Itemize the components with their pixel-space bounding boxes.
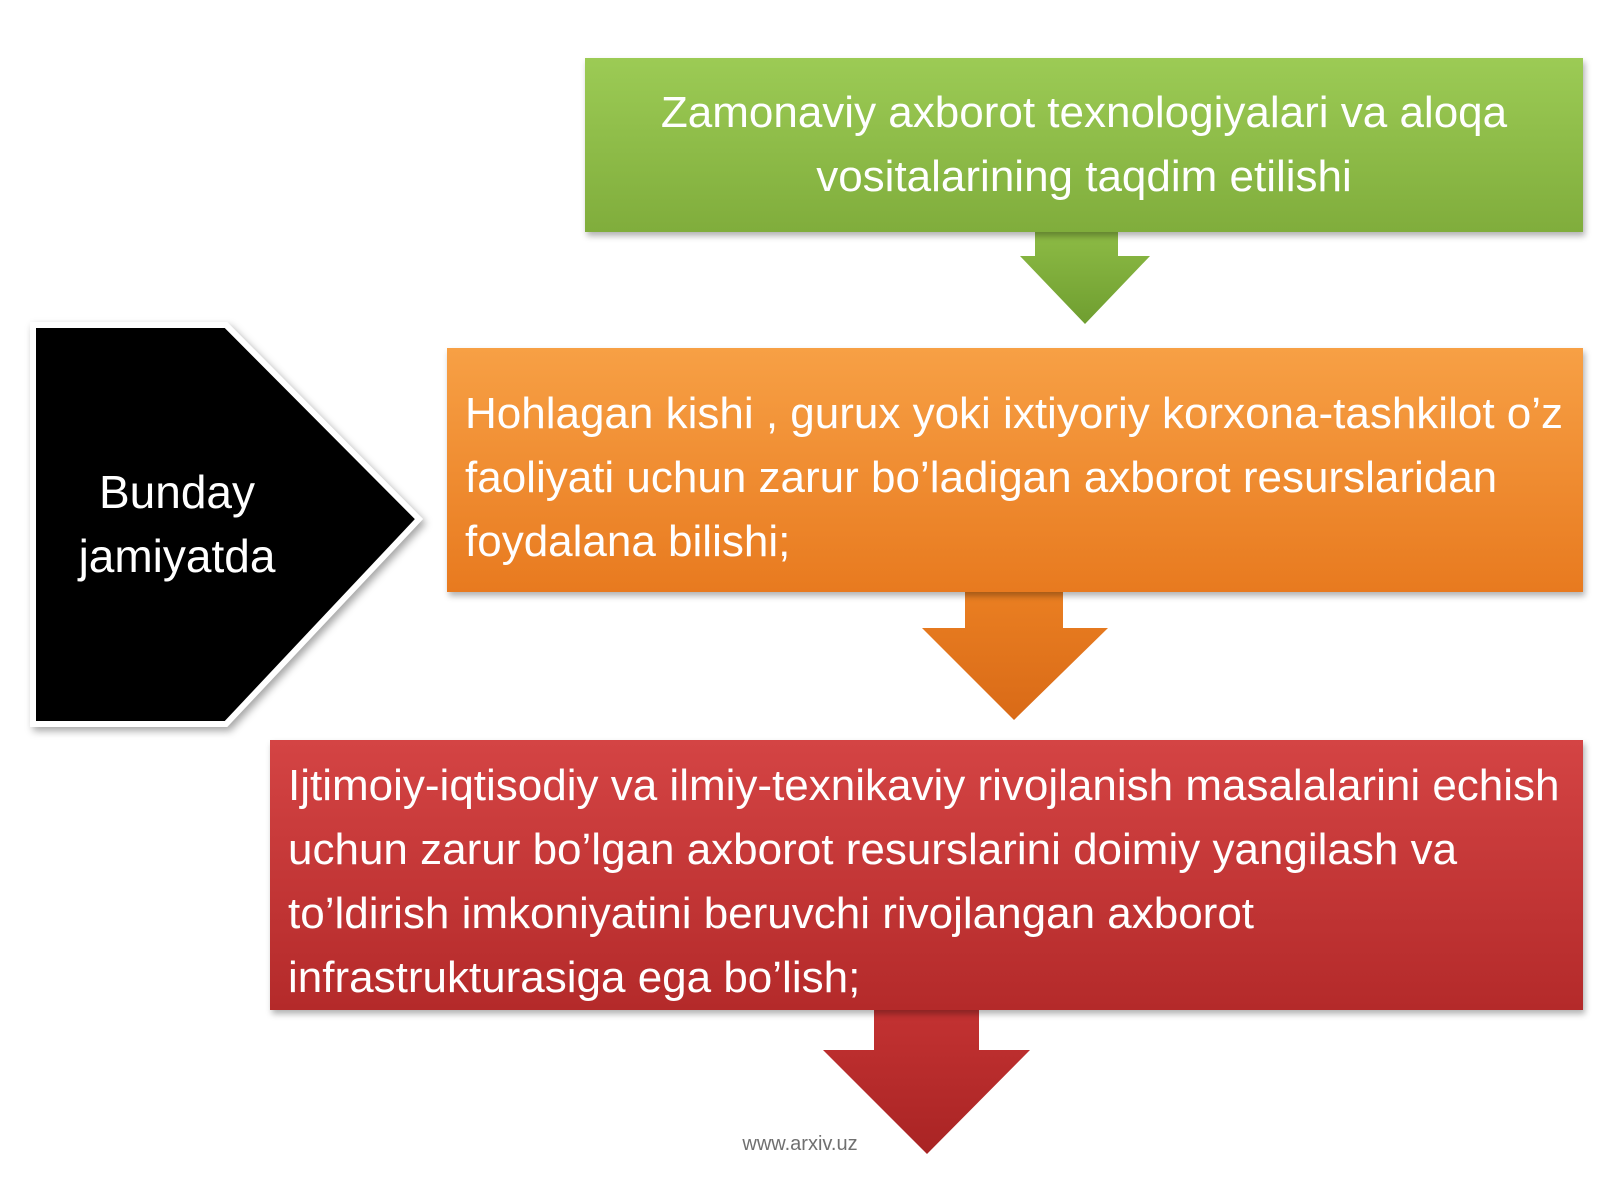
watermark: www.arxiv.uz (742, 1133, 858, 1155)
arrow-down-green (1020, 232, 1150, 324)
step-box-1 (585, 58, 1583, 232)
step-box-2 (447, 348, 1583, 592)
step-text-1: Zamonaviy axborot texnologiyalari va aloqa vositalarining taqdim etilishi (660, 88, 1508, 201)
step-text-2: Hohlagan kishi , gurux yoki ixtiyoriy korxona-tashkilot o’z faoliyati uchun zarur bo’ladigan axborot resurslaridan foydalana bilishi; (465, 389, 1564, 566)
side-label: Bunday jamiyatda (78, 466, 276, 582)
step-text-3: Ijtimoiy-iqtisodiy va ilmiy-texnikaviy rivojlanish masalalarini echish uchun zarur bo’lgan axborot resurslarini doimiy yangilash va to’ldirish imkoniyatini beruvchi rivojlangan axborot infrastrukturasiga ega bo’lish; (288, 761, 1560, 1002)
arrow-down-orange (922, 592, 1108, 720)
step-box-3 (270, 740, 1583, 1010)
